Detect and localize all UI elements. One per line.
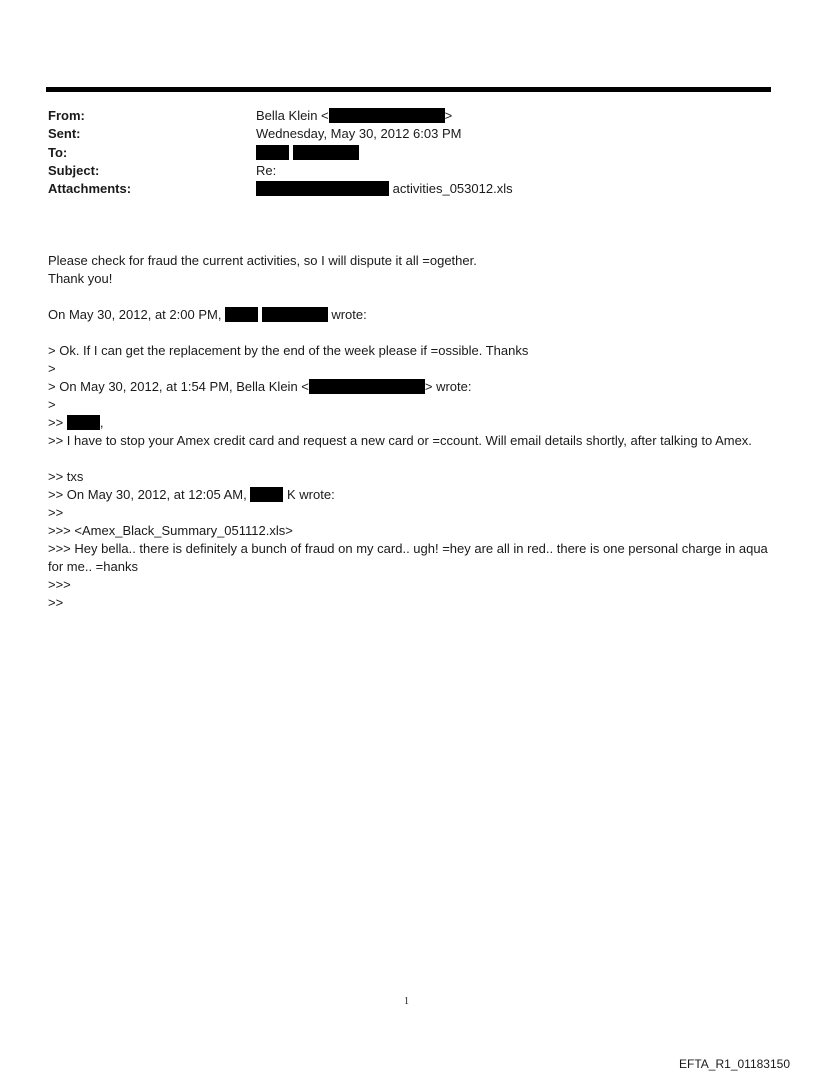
- body-line: >: [48, 397, 56, 412]
- comma: ,: [99, 415, 104, 430]
- body-line: [48, 306, 367, 324]
- page-number: 1: [404, 996, 409, 1007]
- quote-intro-end: > wrote:: [424, 379, 472, 394]
- redaction: [250, 487, 283, 502]
- redaction: [329, 108, 445, 123]
- redaction: [256, 181, 389, 196]
- document-id: EFTA_R1_01183150: [679, 1057, 790, 1071]
- header-rule: [46, 87, 771, 92]
- from-value: [256, 107, 452, 125]
- to-label: To:: [48, 145, 68, 160]
- body-line: [48, 414, 103, 432]
- body-line: >>: [48, 595, 64, 610]
- from-close: >: [444, 108, 453, 123]
- quote-intro: > On May 30, 2012, at 1:54 PM, Bella Klein <: [48, 379, 309, 394]
- quote-intro-end: wrote:: [331, 307, 367, 322]
- redaction: [67, 415, 100, 430]
- to-value: [256, 144, 359, 162]
- quote-intro-end: K wrote:: [287, 487, 335, 502]
- body-line: > Ok. If I can get the replacement by the end of the week please if =ossible. Thanks: [48, 343, 529, 358]
- body-line: >>: [48, 505, 64, 520]
- quote-intro: On May 30, 2012, at 2:00 PM,: [48, 307, 222, 322]
- redaction: [225, 307, 258, 322]
- body-line: [48, 378, 472, 396]
- sent-value: Wednesday, May 30, 2012 6:03 PM: [256, 126, 462, 141]
- redaction: [262, 307, 328, 322]
- redaction: [256, 145, 289, 160]
- body-line: >: [48, 361, 56, 376]
- sent-label: Sent:: [48, 126, 81, 141]
- subject-value: Re:: [256, 163, 277, 178]
- redaction: [293, 145, 359, 160]
- body-line: Please check for fraud the current activities, so I will dispute it all =ogether.: [48, 253, 477, 268]
- body-line: [48, 486, 335, 504]
- body-line: >>> Hey bella.. there is definitely a bunch of fraud on my card.. ugh! =hey are all in red.. there is one personal charge in aqua for me.. =hanks: [48, 541, 768, 574]
- body-line: >> I have to stop your Amex credit card and request a new card or =ccount. Will email details shortly, after talking to Amex.: [48, 433, 752, 448]
- body-line: >>>: [48, 577, 71, 592]
- body-line: >>> <Amex_Black_Summary_051112.xls>: [48, 523, 293, 538]
- redaction: [309, 379, 425, 394]
- attachment-filename: activities_053012.xls: [392, 181, 513, 196]
- subject-label: Subject:: [48, 163, 100, 178]
- from-name: Bella Klein <: [256, 108, 329, 123]
- from-label: From:: [48, 108, 85, 123]
- attachments-label: Attachments:: [48, 181, 132, 196]
- body-line: >> txs: [48, 469, 84, 484]
- body-line: Thank you!: [48, 271, 113, 286]
- attachments-value: [256, 180, 513, 198]
- quote-marker: >>: [48, 415, 64, 430]
- quote-intro: >> On May 30, 2012, at 12:05 AM,: [48, 487, 247, 502]
